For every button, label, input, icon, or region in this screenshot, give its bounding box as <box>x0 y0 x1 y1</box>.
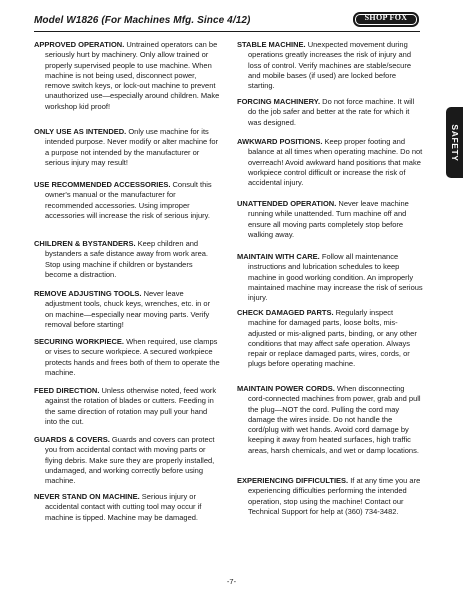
item-body: Serious injury or accidental contact with cutting tool may occur if machine is tipped. Machine may be damaged. <box>45 492 202 522</box>
item-body: Regularly inspect machine for damaged parts, loose bolts, mis-adjusted or mis-aligned parts, binding, or any other conditions that may affect safe operation. Always repair or replace damaged parts, wires, cords, or plugs before operating machine. <box>248 308 417 369</box>
logo-text: SHOP FOX <box>364 13 408 22</box>
item-title: USE RECOMMENDED ACCESSORIES. <box>34 180 171 189</box>
item-title: REMOVE ADJUSTING TOOLS. <box>34 289 142 298</box>
item-body: If at any time you are experiencing difficulties performing the intended operation, stop using the machine! Contact our Technical Support for help at (360) 734-3482. <box>248 476 421 516</box>
item-title: FORCING MACHINERY. <box>237 97 321 106</box>
item-title: UNATTENDED OPERATION. <box>237 199 337 208</box>
item-body: Untrained operators can be seriously hurt by machinery. Only allow trained or properly supervised people to use machine. When machine is not being used, disconnect power, remove switch keys, or lock-out machine to prevent unauthorized use—especially around children. Make workshop kid proof! <box>45 40 220 111</box>
safety-item-forcing-machinery <box>237 97 423 128</box>
item-body: Do not force machine. It will do the job safer and better at the rate for which it was designed. <box>248 97 415 127</box>
item-body: Guards and covers can protect you from accidental contact with moving parts or flying debris. Make sure they are properly installed, undamaged, and working correctly before using machine. <box>45 435 215 486</box>
page-header <box>34 13 419 29</box>
safety-item-guards-covers <box>34 435 220 486</box>
safety-item-feed-direction <box>34 386 220 427</box>
item-title: AWKWARD POSITIONS. <box>237 137 323 146</box>
safety-side-tab <box>446 107 463 178</box>
shop-fox-logo <box>353 12 419 27</box>
item-title: GUARDS & COVERS. <box>34 435 110 444</box>
item-title: NEVER STAND ON MACHINE. <box>34 492 140 501</box>
item-body: Only use machine for its intended purpose. Never modify or alter machine for a purpose not intended by the manufacturer or serious injury may result! <box>45 127 219 167</box>
header-title: Model W1826 (For Machines Mfg. Since 4/12) <box>34 15 251 26</box>
safety-item-never-stand-on-machine <box>34 492 220 523</box>
item-title: CHILDREN & BYSTANDERS. <box>34 239 136 248</box>
safety-item-only-use-as-intended <box>34 127 220 168</box>
side-tab-label: SAFETY <box>449 123 460 162</box>
safety-item-check-damaged-parts <box>237 308 423 370</box>
item-title: MAINTAIN WITH CARE. <box>237 252 320 261</box>
item-body: Keep children and bystanders a safe distance away from work area. Stop using machine if children or bystanders become a distraction. <box>45 239 208 279</box>
item-title: STABLE MACHINE. <box>237 40 306 49</box>
safety-item-children-bystanders <box>34 239 220 280</box>
safety-item-approved-operation <box>34 40 220 112</box>
item-body: Unexpected movement during operations greatly increases the risk of injury and loss of control. Verify machines are stable/secure and mobile bases (if used) are locked before starting. <box>248 40 412 91</box>
item-title: ONLY USE AS INTENDED. <box>34 127 127 136</box>
item-body: Follow all maintenance instructions and lubrication schedules to keep machine in good working condition. An improperly maintained machine may increase the risk of serious injury. <box>248 252 423 303</box>
safety-item-stable-machine <box>237 40 423 91</box>
safety-item-awkward-positions <box>237 137 423 188</box>
safety-item-maintain-with-care <box>237 252 423 303</box>
safety-item-maintain-power-cords <box>237 384 423 456</box>
item-title: APPROVED OPERATION. <box>34 40 125 49</box>
item-body: Keep proper footing and balance at all times when operating machine. Do not overreach! Avoid awkward hand positions that make workpiece control difficult or increase the risk of accidental injury. <box>248 137 423 188</box>
item-title: MAINTAIN POWER CORDS. <box>237 384 335 393</box>
item-title: FEED DIRECTION. <box>34 386 100 395</box>
item-body: Never leave machine running while unattended. Turn machine off and ensure all moving parts completely stop before walking away. <box>248 199 409 239</box>
safety-item-securing-workpiece <box>34 337 220 378</box>
safety-item-remove-adjusting-tools <box>34 289 220 330</box>
item-body: Consult this owner's manual or the manufacturer for recommended accessories. Using improper accessories will increase the risk of serious injury. <box>45 180 212 220</box>
safety-item-use-recommended-accessories <box>34 180 220 221</box>
item-title: SECURING WORKPIECE. <box>34 337 125 346</box>
item-title: EXPERIENCING DIFFICULTIES. <box>237 476 349 485</box>
safety-item-experiencing-difficulties <box>237 476 423 517</box>
header-rule <box>34 31 420 32</box>
item-title: CHECK DAMAGED PARTS. <box>237 308 334 317</box>
item-body: When disconnecting cord-connected machines from power, grab and pull the plug—NOT the cord. Pulling the cord may damage the wires inside. Do not handle the cord/plug with wet hands. Avoid cord damage by keeping it away from heated surfaces, high traffic areas, harsh chemicals, and wet or damp locations. <box>248 384 421 455</box>
item-body: When required, use clamps or vises to secure workpiece. A secured workpiece protects hands and frees both of them to operate the machine. <box>45 337 220 377</box>
page-number: -7- <box>226 577 237 586</box>
item-body: Unless otherwise noted, feed work against the rotation of blades or cutters. Feeding in the same direction of rotation may pull your hand into the cut. <box>45 386 217 426</box>
safety-item-unattended-operation <box>237 199 423 240</box>
item-body: Never leave adjustment tools, chuck keys, wrenches, etc. in or on machine—especially near moving parts. Verify removal before starting! <box>45 289 211 329</box>
